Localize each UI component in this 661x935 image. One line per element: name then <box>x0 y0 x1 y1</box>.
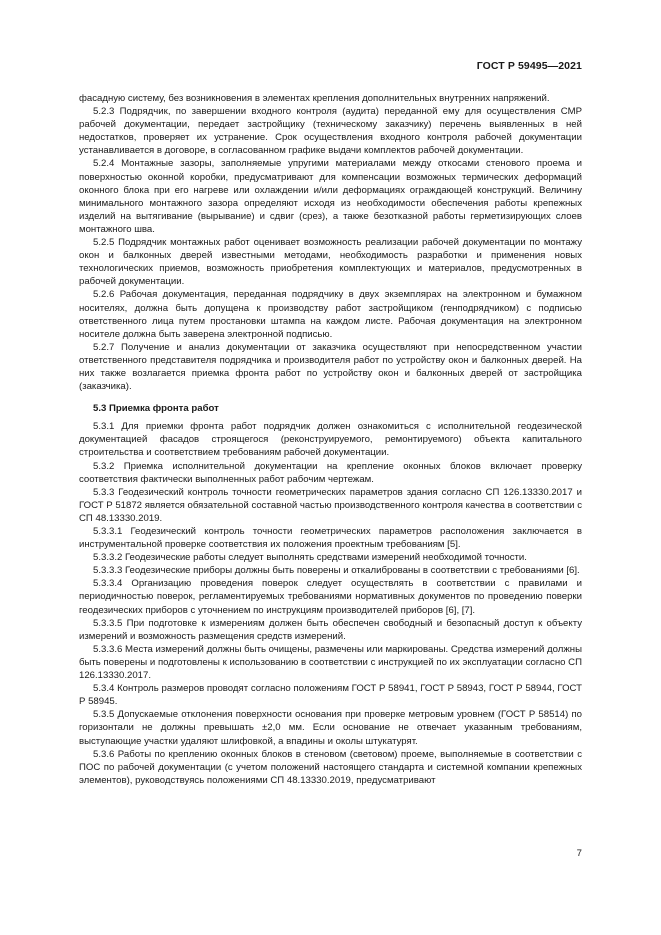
paragraph-5-2-6: 5.2.6 Рабочая документация, переданная подрядчику в двух экземплярах на электронном и бумажном носителях, должна быть допущена к производству работ застройщиком (генподрядчиком) с подписью ответственного лица путем простановки штампа на каждом листе. Рабочая документация на электронном носителе должна быть заверена электронной подписью. <box>79 289 582 340</box>
paragraph-5-2-3: 5.2.3 Подрядчик, по завершении входного контроля (аудита) переданной ему для осуществления СМР рабочей документации, передает застройщику (техническому заказчику) перечень выявленных в ней недостатков, проверяет их устранение. Срок осуществления входного контроля рабочей документации устанавливается в договоре, в согласованном графике выдачи комплектов рабочей документации. <box>79 106 582 157</box>
paragraph-5-3-4: 5.3.4 Контроль размеров проводят согласно положениям ГОСТ Р 58941, ГОСТ Р 58943, ГОСТ Р 58944, ГОСТ Р 58945. <box>79 683 582 708</box>
paragraph-5-3-2: 5.3.2 Приемка исполнительной документации на крепление оконных блоков включает проверку соответствия фактически выполненных работ рабочим чертежам. <box>79 460 582 485</box>
paragraph-5-3-3-3: 5.3.3.3 Геодезические приборы должны быть поверены и откалиброваны в соответствии с требованиями [6]. <box>93 565 580 577</box>
paragraph-5-2-7: 5.2.7 Получение и анализ документации от заказчика осуществляют при непосредственном участии ответственного представителя подрядчика и производителя работ по устройству окон и балконных дверей. На них также возлагается приемка фронта работ по устройству окон и балконных дверей от застройщика (заказчика). <box>79 341 582 393</box>
paragraph-5-3-3-2: 5.3.3.2 Геодезические работы следует выполнять средствами измерений необходимой точности. <box>93 552 527 564</box>
paragraph-5-3-1: 5.3.1 Для приемки фронта работ подрядчик должен ознакомиться с исполнительной геодезической документацией фасадов строящегося (реконструируемого, ремонтируемого) объекта капитального строительства и соответствием требованиям рабочей документации. <box>79 421 582 459</box>
page-number: 7 <box>576 848 582 859</box>
paragraph-5-3-3-5: 5.3.3.5 При подготовке к измерениям должен быть обеспечен свободный и безопасный доступ к объекту измерений и возможность размещения средств измерений. <box>79 617 582 642</box>
paragraph-continuation: фасадную систему, без возникновения в элементах крепления дополнительных внутренних напряжений. <box>79 93 550 104</box>
paragraph-5-3-3: 5.3.3 Геодезический контроль точности геометрических параметров здания согласно СП 126.13330.2017 и ГОСТ Р 51872 является обязательной составной частью производственного контроля качества в соответствии с СП 48.13330.2019. <box>79 486 582 524</box>
paragraph-5-3-3-6: 5.3.3.6 Места измерений должны быть очищены, размечены или маркированы. Средства измерений должны быть поверены и подготовлены к использованию в соответствии с инструкцией по их эксплуатации согласно СП 126.13330.2017. <box>79 643 582 682</box>
paragraph-5-3-5: 5.3.5 Допускаемые отклонения поверхности основания при проверке метровым уровнем (ГОСТ Р 58514) по горизонтали не должны превышать ±2,0 мм. Если основание не отвечает указанным требованиям, выступающие участки удаляют шлифовкой, а впадины и околы штукатурят. <box>79 709 582 747</box>
paragraph-5-2-4: 5.2.4 Монтажные зазоры, заполняемые упругими материалами между откосами стенового проема и поверхностью оконной коробки, предусматривают для компенсации возможных термических деформаций оконного блока при его нагреве или охлаждении и/или деформациях ограждающей конструкций. Величину минимального монтажного зазора определяют исходя из необходимости обеспечения работы крепежных изделий на вытягивание (вырывание) и сдвиг (срез), а также безотказной работы герметизирующих слоев монтажного шва. <box>79 158 582 235</box>
document-header-id: ГОСТ Р 59495—2021 <box>476 60 582 72</box>
document-body <box>79 92 582 787</box>
paragraph-5-3-3-1: 5.3.3.1 Геодезический контроль точности геометрических параметров расположения заключается в инструментальной проверке соответствия их положения проектным требованиям [5]. <box>79 526 582 551</box>
paragraph-5-3-6: 5.3.6 Работы по креплению оконных блоков в стеновом (световом) проеме, выполняемые в соответствии с ПОС по рабочей документации (с учетом положений настоящего стандарта и системной компании крепежных элементов), руководствуясь положениями СП 48.13330.2019, предусматривают <box>79 748 582 786</box>
paragraph-5-3-3-4: 5.3.3.4 Организацию проведения поверок следует осуществлять в соответствии с правилами и периодичностью поверок, регламентируемых требованиями нормативных документов по проведению поверки геодезических приборов с уточнением по инструкциям производителей приборов [6], [7]. <box>79 578 582 616</box>
section-title-5-3: 5.3 Приемка фронта работ <box>93 403 219 415</box>
paragraph-5-2-5: 5.2.5 Подрядчик монтажных работ оценивает возможность реализации рабочей документации по монтажу окон и балконных дверей известными методами, необходимость разработки и применения новых технологических приемов, возможность приобретения комплектующих и материалов, предусмотренных в рабочей документации. <box>79 237 582 288</box>
